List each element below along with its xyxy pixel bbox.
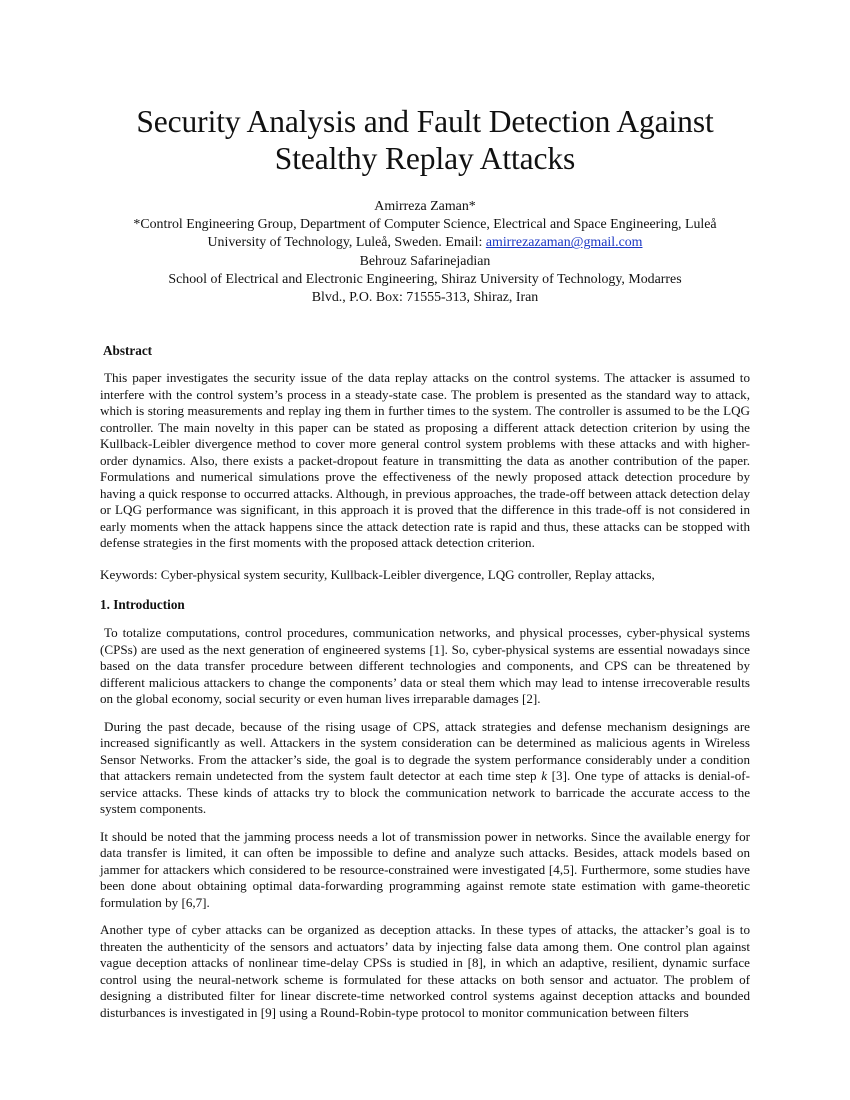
email-link[interactable]: amirrezazaman@gmail.com [485,235,643,251]
author-affiliation-2-line-1: School of Electrical and Electronic Engineering, Shiraz University of Technology, Modarres [168,271,682,287]
intro-paragraph-1: To totalize computations, control procedures, communication networks, and physical processes, cyber-physical systems (CPSs) are used as the next generation of engineered systems [1]. So, cyber-physical systems are essential nowadays since based on the data transfer procedure between different technologies and components, and CPS can be threatened by different malicious attackers to change the components’ data or steal them which may lead to intense irrecoverable results on the global economy, social security or even human lives irreparable damages [2]. [100,625,750,707]
author-block [100,198,750,307]
introduction-heading: 1. Introduction [100,597,185,613]
author-name-2: Behrouz Safarinejadian [359,253,491,269]
keywords: Keywords: Cyber-physical system security, Kullback-Leibler divergence, LQG controller, Replay attacks, [100,566,655,582]
p2-math-k: k [541,768,548,784]
author-name-1: Amirreza Zaman* [374,199,476,214]
p2-text-after: [3]. One type of attacks is denial-of-service attacks. These kinds of attacks try to block the communication network to barricade the accurate access to the system components. [100,768,750,817]
paper-title [100,103,750,177]
author-affiliation-2-line-2: Blvd., P.O. Box: 71555-313, Shiraz, Iran [311,290,539,306]
intro-paragraph-2 [100,719,750,818]
p2-text-before: During the past decade, because of the rising usage of CPS, attack strategies and defense mechanism designings are increased significantly as well. Attackers in the system consideration can be determined as malicious agents in Wireless Sensor Networks. From the attacker’s side, the goal is to degrade the system performance considerably under a condition that attackers remain undetected from the system fault detector at each time step [100,718,750,784]
affiliation-text: University of Technology, Luleå, Sweden. Email: [207,235,486,251]
title-line-1: Security Analysis and Fault Detection Against [136,104,714,139]
title-line-2: Stealthy Replay Attacks [274,141,576,176]
author-affiliation-1-line-1: *Control Engineering Group, Department of Computer Science, Electrical and Space Engineering, Luleå [133,217,717,233]
author-affiliation-1-line-2 [100,234,750,252]
intro-paragraph-4: Another type of cyber attacks can be organized as deception attacks. In these types of attacks, the attacker’s goal is to threaten the authenticity of the sensors and actuators’ data by injecting false data among them. One control plan against vague deception attacks of nonlinear time-delay CPSs is studied in [8], in which an adaptive, resilient, dynamic surface control using the neural-network scheme is formulated for these attacks on both sensor and actuator. The problem of designing a distributed filter for linear discrete-time networked control systems against deception attacks and bounded disturbances is investigated in [9] using a Round-Robin-type protocol to monitor communication between filters [100,922,750,1020]
intro-paragraph-3: It should be noted that the jamming process needs a lot of transmission power in networks. Since the available energy for data transfer is limited, it can often be impossible to define and analyze such attacks. Besides, attack models based on jammer for attackers which considered to be resource-constrained were investigated [4,5]. Furthermore, some studies have been done about obtaining optimal data-forwarding programming against remote state estimation with game-theoretic formulation by [6,7]. [100,828,750,910]
abstract-text: This paper investigates the security issue of the data replay attacks on the control systems. The attacker is assumed to interfere with the control system’s process in a steady-state case. The problem is presented as the standard way to attack, which is storing measurements and replay ing them in further times to the system. The controller is assumed to be the LQG controller. The main novelty in this paper can be stated as proposing a different attack detection criterion by using the Kullback-Leibler divergence method to cover more general control system problems with these attacks and with higher-order dynamics. Also, there exists a packet-dropout feature in transmitting the data as another contribution of the paper. Formulations and numerical simulations prove the effectiveness of the newly proposed attack detection procedure by having a quick response to occurred attacks. Although, in previous approaches, the trade-off between attack detection delay or LQG performance was significant, in this approach it is proved that the difference in this trade-off is not considered in early moments when the attack happens since the attack detection rate is rapid and thus, these attacks can be stopped with defense strategies in the first moments with the proposed attack detection criterion. [100,370,750,551]
abstract-heading: Abstract [103,343,153,359]
